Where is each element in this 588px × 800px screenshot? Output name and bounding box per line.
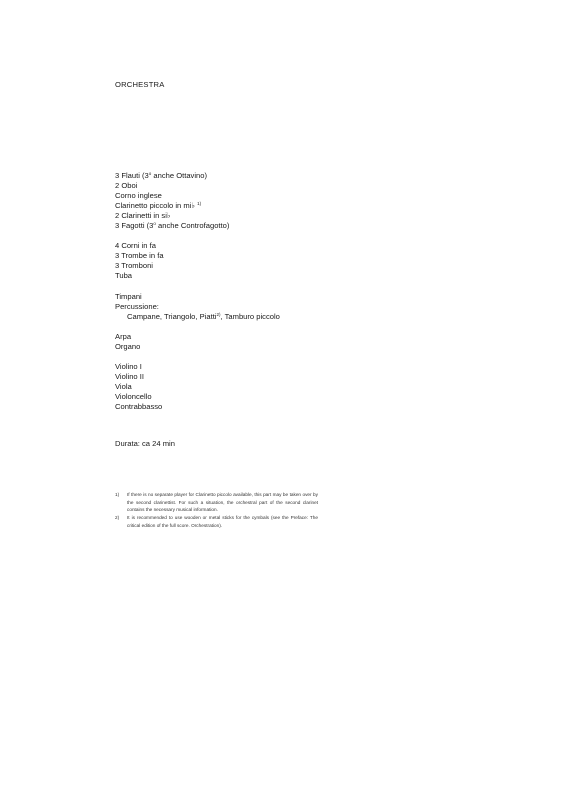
footnote-ref: 1) (197, 201, 202, 207)
instrument-line: Percussione: (115, 302, 159, 312)
instrument-line: Viola (115, 382, 132, 392)
footnote (115, 514, 318, 529)
instrument-line: Arpa (115, 332, 132, 341)
footnote-mark: 2) (115, 515, 120, 521)
instrument-line: 3 Flauti (3$^o$ anche Ottavino) (115, 171, 207, 180)
instrument-line: 2 Oboi (115, 181, 138, 191)
instrument-line: Violoncello (115, 392, 152, 402)
woodwind-list (115, 171, 229, 232)
strings-list (115, 362, 162, 412)
instrument-line: Campane, Triangolo, Piatti$^{2)}$, Tamburo piccolo (127, 312, 280, 322)
page-heading: ORCHESTRA (115, 80, 165, 89)
instrument-line: Contrabbasso (115, 402, 163, 412)
duration-text: Durata: ca 24 min (115, 439, 175, 448)
instrument-line: Violino I (115, 362, 142, 371)
instrument-line: Organo (115, 342, 141, 352)
brass-list (115, 241, 164, 281)
instrument-line: Violino II (115, 372, 144, 382)
instrument-line: Clarinetto piccolo in mi♭ $^{1)}$ (115, 201, 202, 211)
footnote-mark: 1) (115, 492, 120, 497)
instrument-line: 2 Clarinetti in si♭ (115, 211, 171, 221)
footnotes (115, 491, 318, 530)
footnote-text: It is recommended to use wooden or metal sticks for the cymbals (see the Preface: The critical edition of the full score. Orchestration). (127, 515, 318, 528)
instrument-line: 3 Tromboni (115, 261, 153, 271)
instrument-line: 3 Trombe in fa (115, 251, 164, 261)
footnote (115, 491, 318, 514)
footnote-text: If there is no separate player for Clarinetto piccolo available, this part may be taken over by the second clarinettist. For such a situation, the orchestral part of the second clarinet contains the necessary musical information. (127, 492, 318, 513)
instrument-line: Corno inglese (115, 191, 162, 201)
instrument-line: 3 Fagotti (3$^o$ anche Controfagotto) (115, 221, 230, 231)
instrument-line: 4 Corni in fa (115, 241, 156, 250)
harp-organ-list (115, 332, 140, 352)
footnote-ref: 2) (216, 312, 221, 318)
percussion-list (115, 292, 280, 322)
instrument-line: Timpani (115, 292, 142, 301)
instrument-line: Tuba (115, 271, 133, 281)
